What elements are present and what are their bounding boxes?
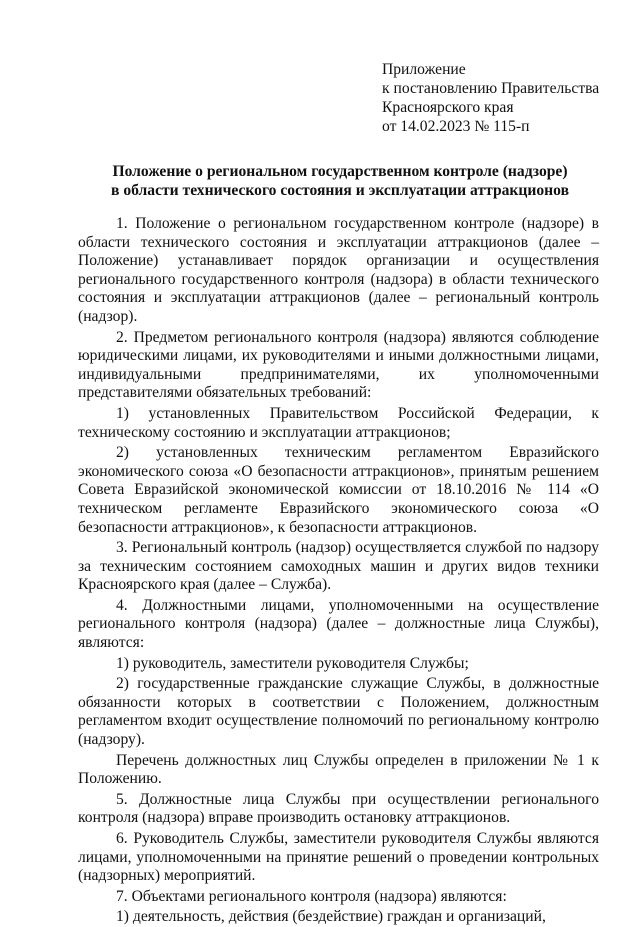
paragraph: 2) государственные гражданские служащие Службы, в должностные обязанности которых в соответствии с Положением, должностным регламентом входит осуществление полномочий по региональному контролю (надзору). (78, 675, 599, 749)
title-line: в области технического состояния и эксплуатации аттракционов (111, 182, 569, 199)
document-title (78, 162, 602, 200)
paragraph: 6. Руководитель Службы, заместители руководителя Службы являются лицами, уполномоченными на принятие решений о проведении контрольных (надзорных) мероприятий. (78, 830, 599, 885)
paragraph: 1. Положение о региональном государственном контроле (надзоре) в области технического состояния и эксплуатации аттракционов (далее – Положение) устанавливает порядок организации и осуществления регионального государственного контроля (надзора) в области технического состояния и эксплуатации аттракционов (далее – региональный контроль (надзор). (78, 215, 599, 325)
paragraph: 1) установленных Правительством Российской Федерации, к техническому состоянию и эксплуатации аттракционов; (78, 404, 599, 441)
paragraph: 1) руководитель, заместители руководителя Службы; (116, 654, 469, 672)
title-line: Положение о региональном государственном контроле (надзоре) (112, 163, 568, 180)
paragraph: 4. Должностными лицами, уполномоченными на осуществление регионального контроля (надзора) (далее – должностные лица Службы), являются: (78, 596, 599, 652)
paragraph: 1) деятельность, действия (бездействие) граждан и организаций, (116, 908, 546, 926)
document-body (78, 215, 599, 927)
paragraph: 5. Должностные лица Службы при осуществлении регионального контроля (надзора) вправе производить остановку аттракционов. (78, 790, 599, 827)
appendix-line: к постановлению Правительства (382, 80, 600, 97)
paragraph: 7. Объектами регионального контроля (надзора) являются: (116, 887, 507, 905)
paragraph: 3. Региональный контроль (надзор) осуществляется службой по надзору за техническим состоянием самоходных машин и других видов техники Красноярского края (далее – Служба). (78, 539, 599, 594)
paragraph: Перечень должностных лиц Службы определен в приложении № 1 к Положению. (78, 751, 599, 788)
appendix-line: Красноярского края (382, 99, 514, 116)
appendix-block (382, 60, 599, 136)
paragraph: 2) установленных техническим регламентом Евразийского экономического союза «О безопасности аттракционов», принятым решением Совета Евразийской экономической комиссии от 18.10.2016 № 114 «О техническом регламенте Евразийского экономического союза «О безопасности аттракционов», к безопасности аттракционов. (78, 444, 599, 536)
appendix-line: от 14.02.2023 № 115-п (382, 118, 530, 135)
appendix-line: Приложение (382, 61, 466, 78)
paragraph: 2. Предметом регионального контроля (надзора) являются соблюдение юридическими лицами, их руководителями и иными должностными лицами, индивидуальными предпринимателями, их уполномоченными представителями обязательных требований: (78, 328, 599, 402)
